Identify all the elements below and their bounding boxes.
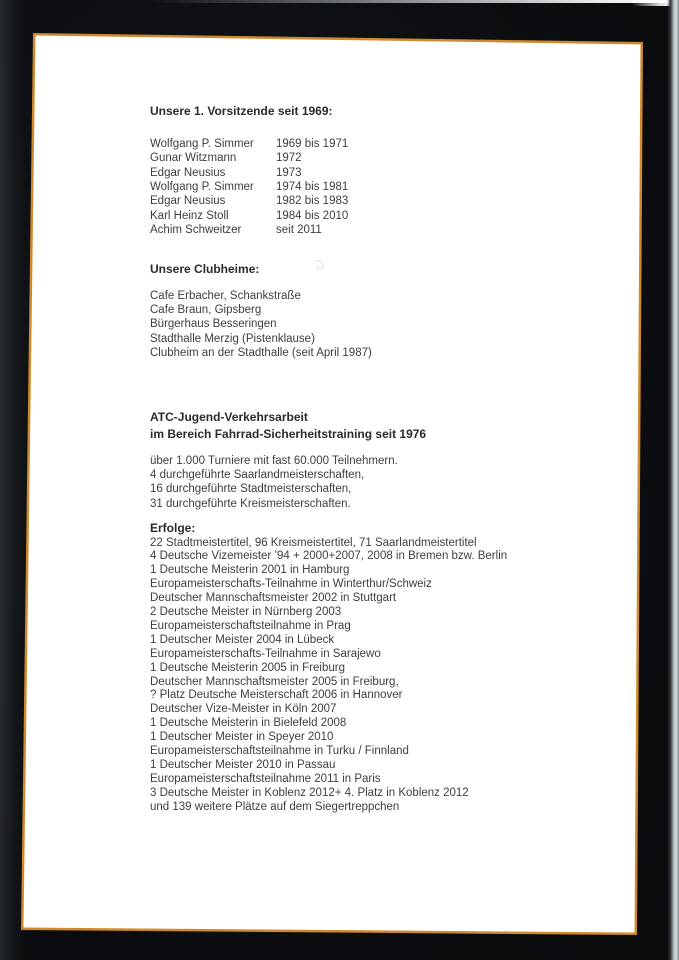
chairman-name: Karl Heinz Stoll <box>150 209 229 222</box>
chairman-name: Achim Schweitzer <box>150 224 242 237</box>
list-item: 16 durchgeführte Stadtmeisterschaften, <box>150 483 352 496</box>
list-item: 1 Deutscher Meister 2004 in Lübeck <box>150 633 335 646</box>
section-heading-vorsitzende: Unsere 1. Vorsitzende seit 1969: <box>150 104 333 118</box>
chairmen-table <box>150 137 348 237</box>
chairman-name: Edgar Neusius <box>150 195 226 208</box>
chairman-term: 1973 <box>276 166 302 179</box>
list-item: Bürgerhaus Besseringen <box>150 318 277 331</box>
table-row <box>150 137 348 151</box>
list-item: 4 Deutsche Vizemeister ’94 + 2000+2007, 2008 in Bremen bzw. Berlin <box>150 550 508 563</box>
table-row <box>150 180 348 194</box>
list-item: ? Platz Deutsche Meisterschaft 2006 in Hannover <box>150 689 403 702</box>
chairman-term: 1969 bis 1971 <box>276 138 349 150</box>
erfolge-section <box>150 521 507 815</box>
list-item: Deutscher Mannschaftsmeister 2002 in Stuttgart <box>150 592 397 605</box>
list-item: Stadthalle Merzig (Pistenklause) <box>150 332 315 345</box>
list-item: und 139 weitere Plätze auf dem Siegertreppchen <box>150 800 400 813</box>
table-row <box>150 223 348 237</box>
list-item: Cafe Erbacher, Schankstraße <box>150 290 301 302</box>
list-item: 3 Deutsche Meister in Koblenz 2012+ 4. Platz in Koblenz 2012 <box>150 786 469 799</box>
list-item: Europameisterschafts-Teilnahme in Winterthur/Schweiz <box>150 578 432 591</box>
jugend-stats <box>150 454 398 511</box>
table-row <box>150 209 348 223</box>
list-item: Cafe Braun, Gipsberg <box>150 304 262 317</box>
list-item: 22 Stadtmeistertitel, 96 Kreismeistertitel, 71 Saarlandmeistertitel <box>150 536 477 549</box>
list-item: Europameisterschaftsteilnahme in Prag <box>150 619 351 632</box>
chairman-term: 1984 bis 2010 <box>276 209 349 222</box>
table-row <box>150 151 348 165</box>
list-item: 1 Deutscher Meister in Speyer 2010 <box>150 731 334 744</box>
list-item: Europameisterschaftsteilnahme in Turku / Finnland <box>150 745 409 758</box>
heading-line: ATC-Jugend-Verkehrsarbeit <box>150 410 308 424</box>
chairman-term: 1974 bis 1981 <box>276 181 349 194</box>
list-item: 1 Deutsche Meisterin in Bielefeld 2008 <box>150 717 347 730</box>
table-row <box>150 166 348 180</box>
section-heading-erfolge: Erfolge: <box>150 521 196 535</box>
section-heading-jugend <box>150 409 426 443</box>
list-item: Deutscher Mannschaftsmeister 2005 in Freiburg, <box>150 675 399 688</box>
list-item: 1 Deutsche Meisterin 2001 in Hamburg <box>150 564 350 577</box>
list-item: 4 durchgeführte Saarlandmeisterschaften, <box>150 469 365 482</box>
section-heading-clubheime: Unsere Clubheime: <box>150 262 260 276</box>
heading-line: im Bereich Fahrrad-Sicherheitstraining seit 1976 <box>150 427 427 441</box>
list-item: über 1.000 Turniere mit fast 60.000 Teilnehmern. <box>150 455 398 467</box>
chairman-term: 1982 bis 1983 <box>276 195 349 208</box>
erfolge-list <box>150 537 507 815</box>
table-row <box>150 194 348 208</box>
chairman-name: Gunar Witzmann <box>150 152 237 165</box>
chairman-term: seit 2011 <box>276 224 322 237</box>
pencil-mark <box>313 259 337 271</box>
chairman-name: Wolfgang P. Simmer <box>150 181 254 194</box>
list-item: 2 Deutsche Meister in Nürnberg 2003 <box>150 606 342 619</box>
list-item: Clubheim an der Stadthalle (seit April 1987) <box>150 346 372 359</box>
list-item: Europameisterschafts-Teilnahme in Sarajewo <box>150 647 381 660</box>
list-item: 31 durchgeführte Kreismeisterschaften. <box>150 497 351 510</box>
clubheime-list <box>150 289 372 360</box>
list-item: 1 Deutscher Meister 2010 in Passau <box>150 759 336 771</box>
list-item: Deutscher Vize-Meister in Köln 2007 <box>150 703 337 716</box>
chairman-name: Wolfgang P. Simmer <box>150 138 254 150</box>
chairman-term: 1972 <box>276 152 302 165</box>
list-item: Europameisterschaftsteilnahme 2011 in Paris <box>150 772 381 785</box>
list-item: 1 Deutsche Meisterin 2005 in Freiburg <box>150 661 345 674</box>
chairman-name: Edgar Neusius <box>150 166 226 179</box>
